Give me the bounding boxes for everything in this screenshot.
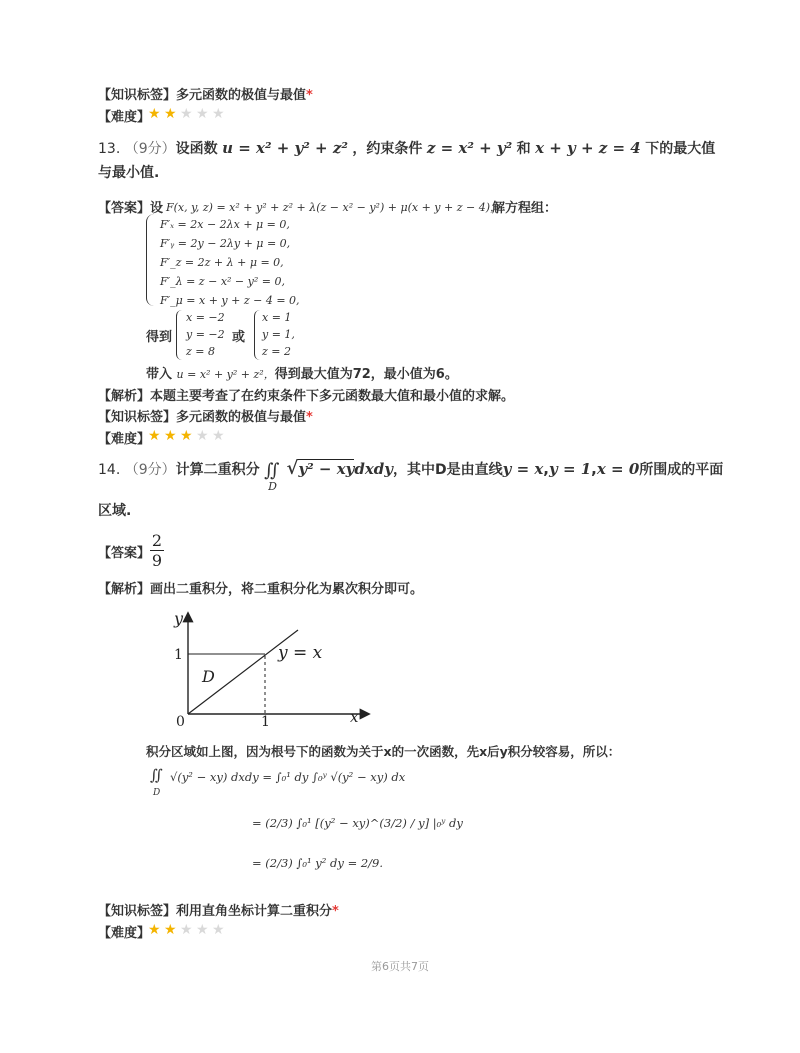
question-text: 设函数	[175, 141, 218, 157]
star-icon: ★	[164, 922, 177, 938]
math-expression: u = x² + y² + z²，	[176, 368, 275, 381]
substitute-text: 带入	[146, 367, 173, 382]
math-expression: F(x, y, z) = x² + y² + z² + λ(z − x² − y²) + μ(x + y + z − 4)，	[166, 201, 502, 214]
analysis-line	[98, 385, 514, 404]
math-expression: z = x² + y²	[426, 139, 513, 157]
solution-1-z: z = 8	[186, 345, 216, 358]
question-score: （9分）	[124, 462, 176, 478]
equation-5: F′_μ = x + y + z − 4 = 0,	[160, 294, 300, 307]
knowledge-tag-label: 【知识标签】	[98, 904, 177, 919]
system-brace	[146, 214, 155, 306]
line-equation: y = x	[502, 460, 544, 478]
sqrt-sign: √	[286, 458, 299, 479]
equation-3: F′_z = 2z + λ + μ = 0,	[160, 256, 284, 269]
question-13-line1	[98, 138, 715, 158]
answer-label: 【答案】	[98, 546, 151, 561]
analysis-text: 本题主要考查了在约束条件下多元函数最大值和最小值的求解。	[150, 389, 515, 404]
question-14-line2: 区域.	[98, 503, 132, 519]
y-tick-label: 1	[174, 647, 183, 663]
asterisk: *	[332, 904, 339, 919]
origin-label: 0	[176, 714, 185, 730]
star-icon: ★	[196, 922, 209, 938]
asterisk: *	[306, 410, 313, 425]
analysis-label: 【解析】	[98, 582, 151, 597]
star-icon: ★	[196, 428, 209, 444]
substitute-line	[146, 363, 458, 382]
question-text: 和	[516, 141, 531, 157]
knowledge-tag-label: 【知识标签】	[98, 88, 177, 103]
question-number: 14.	[98, 462, 121, 478]
star-icon: ★	[148, 922, 161, 938]
region-label: D	[202, 667, 215, 686]
fraction-denominator: 9	[151, 551, 163, 570]
knowledge-tag-text: 多元函数的极值与最值	[176, 88, 307, 103]
equation-4: F′_λ = z − x² − y² = 0,	[160, 275, 285, 288]
x-tick-label: 1	[261, 714, 270, 730]
question-13-line2: 与最小值.	[98, 165, 160, 181]
integral-sign: ∬	[264, 459, 280, 481]
answer-label: 【答案】	[98, 201, 151, 216]
difficulty-stars	[148, 107, 228, 121]
knowledge-tag-line	[98, 84, 313, 103]
question-number: 13.	[98, 141, 121, 157]
region-graph	[160, 600, 380, 730]
star-icon: ★	[212, 428, 225, 444]
solution-brace	[176, 310, 183, 360]
line-equation: x = 0	[596, 460, 640, 478]
star-icon: ★	[180, 428, 193, 444]
get-text: 得到	[146, 330, 173, 345]
double-integral	[264, 459, 282, 493]
star-icon: ★	[212, 106, 225, 122]
analysis-text: 画出二重积分，将二重积分化为累次积分即可。	[150, 582, 424, 597]
solution-2-y: y = 1,	[262, 328, 295, 341]
calc-integral-sign: ∬	[150, 766, 163, 784]
solution-description: 积分区域如上图，因为根号下的函数为关于x的一次函数，先x后y积分较容易，所以：	[146, 744, 621, 759]
math-expression: x + y + z = 4	[535, 139, 641, 157]
difficulty-label: 【难度】	[98, 926, 151, 941]
star-icon: ★	[148, 106, 161, 122]
differential: dxdy	[354, 460, 393, 478]
question-14-line1: 14. （9分）计算二重积分 ∬ D √y² − xydxdy，其中D是由直线y = x,y = 1,x = 0所围成的平面	[98, 458, 724, 493]
difficulty-label: 【难度】	[98, 110, 151, 125]
solution-1-x: x = −2	[186, 311, 225, 324]
star-icon: ★	[212, 922, 225, 938]
question-score: （9分）	[124, 141, 176, 157]
asterisk: *	[306, 88, 313, 103]
difficulty-label: 【难度】	[98, 432, 151, 447]
question-text: 所围成的平面	[639, 462, 724, 478]
answer-text: 解方程组：	[492, 201, 558, 216]
knowledge-tag-line	[98, 406, 313, 425]
page-footer: 第6页共7页	[371, 960, 429, 973]
question-text: ，其中D是由直线	[393, 462, 503, 478]
question-text: 计算二重积分	[175, 462, 260, 478]
fraction-numerator: 2	[151, 531, 163, 550]
analysis-label: 【解析】	[98, 389, 151, 404]
knowledge-tag-line	[98, 900, 339, 919]
solution-brace	[254, 310, 261, 360]
equation-2: F′ᵧ = 2y − 2λy + μ = 0,	[160, 237, 291, 250]
math-expression: u = x² + y² + z²	[222, 139, 348, 157]
line-equation: y = 1	[549, 460, 592, 478]
star-icon: ★	[164, 428, 177, 444]
solution-1-y: y = −2	[186, 328, 225, 341]
star-icon: ★	[164, 106, 177, 122]
knowledge-tag-text: 多元函数的极值与最值	[176, 410, 307, 425]
answer-text: 设	[150, 201, 164, 216]
star-icon: ★	[148, 428, 161, 444]
question-text: ，约束条件	[352, 141, 423, 157]
integral-domain: D	[268, 479, 277, 493]
analysis-line	[98, 578, 423, 597]
knowledge-tag-label: 【知识标签】	[98, 410, 177, 425]
x-axis-label: x	[350, 708, 359, 726]
solution-2-z: z = 2	[262, 345, 292, 358]
calc-step-1: √(y² − xy) dxdy = ∫₀¹ dy ∫₀ʸ √(y² − xy) dx	[170, 770, 406, 784]
star-icon: ★	[196, 106, 209, 122]
answer-fraction	[150, 532, 164, 571]
substitute-result: 得到最大值为72，最小值为6。	[274, 367, 458, 382]
difficulty-stars	[148, 923, 228, 937]
calc-step-2: = (2/3) ∫₀¹ [(y² − xy)^(3/2) / y] |₀ʸ dy	[252, 816, 463, 830]
line-label: y = x	[278, 643, 323, 663]
lagrange-function	[166, 199, 501, 215]
calc-step-3: = (2/3) ∫₀¹ y² dy = 2/9.	[252, 856, 384, 870]
question-text: 下的最大值	[645, 141, 716, 157]
knowledge-tag-text: 利用直角坐标计算二重积分	[176, 904, 333, 919]
or-text: 或	[232, 330, 246, 345]
difficulty-stars	[148, 429, 228, 443]
star-icon: ★	[180, 106, 193, 122]
radicand: y² − xy	[298, 460, 355, 478]
equation-1: F′ₓ = 2x − 2λx + μ = 0,	[160, 218, 290, 231]
star-icon: ★	[180, 922, 193, 938]
y-axis-label: y	[174, 609, 184, 628]
solution-2-x: x = 1	[262, 311, 292, 324]
calc-integral-domain: D	[153, 788, 161, 798]
